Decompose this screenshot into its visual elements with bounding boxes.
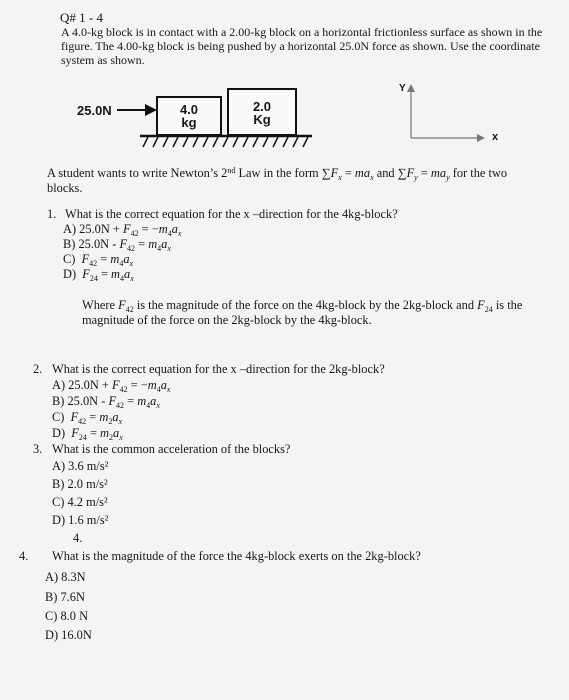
q4-text: What is the magnitude of the force the 4kg-block exerts on the 2kg-block? (52, 549, 421, 563)
stray-number: 4. (73, 531, 83, 545)
q4-option-a: A) 8.3N (45, 570, 86, 584)
block-2kg-mass: 2.0 (252, 99, 272, 114)
q2-number: 2. (33, 362, 43, 376)
q1-number: 1. (47, 207, 57, 221)
q2-text: What is the correct equation for the x –direction for the 2kg-block? (52, 362, 385, 376)
q3-option-a: A) 3.6 m/s² (52, 459, 109, 473)
statement-end: for the two (452, 166, 508, 180)
axes-icon (405, 84, 490, 144)
q4-option-d: D) 16.0N (45, 628, 92, 642)
q4-option-b: B) 7.6N (45, 590, 85, 604)
intro-line-3: system as shown. (61, 53, 145, 67)
q3-option-d: D) 1.6 m/s² (52, 513, 109, 527)
statement-text-b: Law in the form (235, 166, 319, 180)
q1-where-line-1: Where $F_{42}$ is the magnitude of the force on the 4kg-block by the 2kg-block and $F_{24}$ is the (82, 298, 523, 314)
intro-line-2: figure. The 4.00-kg block is being pushed by a horizontal 25.0N force as shown. Use the coordinate (61, 39, 540, 53)
q3-text: What is the common acceleration of the blocks? (52, 442, 291, 456)
block-4kg-unit: kg (181, 115, 197, 130)
q2-option-a: A) $25.0N + F_{42} = -m_4a_x$ (52, 378, 171, 394)
force-arrow-icon (117, 104, 157, 116)
q2-option-c: C) $F_{42} = m_2a_x$ (52, 410, 123, 426)
axis-y-label: Y (399, 83, 406, 94)
question-number: Q# 1 - 4 (60, 10, 103, 25)
block-4kg-mass: 4.0 (179, 102, 199, 117)
statement-and: and (376, 166, 395, 180)
newton-x-equation: $\sum F_x = ma_x$ (321, 166, 374, 182)
q2-option-d: D) $F_{24} = m_2a_x$ (52, 426, 123, 442)
q1-option-c: C) $F_{42} = m_4a_x$ (63, 252, 134, 268)
block-4kg (156, 96, 222, 136)
statement-line-2: blocks. (47, 181, 83, 195)
q4-option-c: C) 8.0 N (45, 609, 89, 623)
q3-number: 3. (33, 442, 43, 456)
force-label: 25.0N (77, 103, 112, 118)
statement-line-1 (47, 166, 507, 180)
q2-option-b: B) $25.0N - F_{42} = m_4a_x$ (52, 394, 160, 410)
statement-sup: nd (227, 166, 236, 175)
axis-x-label: x (492, 131, 499, 143)
q3-option-b: B) 2.0 m/s² (52, 477, 108, 491)
q1-option-b: B) $25.0N - F_{42} = m_4a_x$ (63, 237, 171, 253)
q1-text: What is the correct equation for the x –direction for the 4kg-block? (65, 207, 398, 221)
q3-option-c: C) 4.2 m/s² (52, 495, 108, 509)
block-2kg (227, 88, 297, 136)
surface-hatch (140, 134, 312, 148)
intro-line-1: A 4.0-kg block is in contact with a 2.00-kg block on a horizontal frictionless surface as shown in the (61, 25, 543, 39)
newton-y-equation: $\sum F_y = ma_y$ (397, 166, 450, 182)
block-2kg-unit: Kg (253, 112, 271, 127)
q4-number: 4. (19, 549, 29, 563)
q1-option-d: D) $F_{24} = m_4a_x$ (63, 267, 134, 283)
q1-where-line-2: magnitude of the force on the 2kg-block by the 4kg-block. (82, 313, 372, 327)
statement-text-a: A student wants to write Newton’s 2 (47, 166, 228, 180)
q1-option-a: A) $25.0N + F_{42} = -m_4a_x$ (63, 222, 182, 238)
